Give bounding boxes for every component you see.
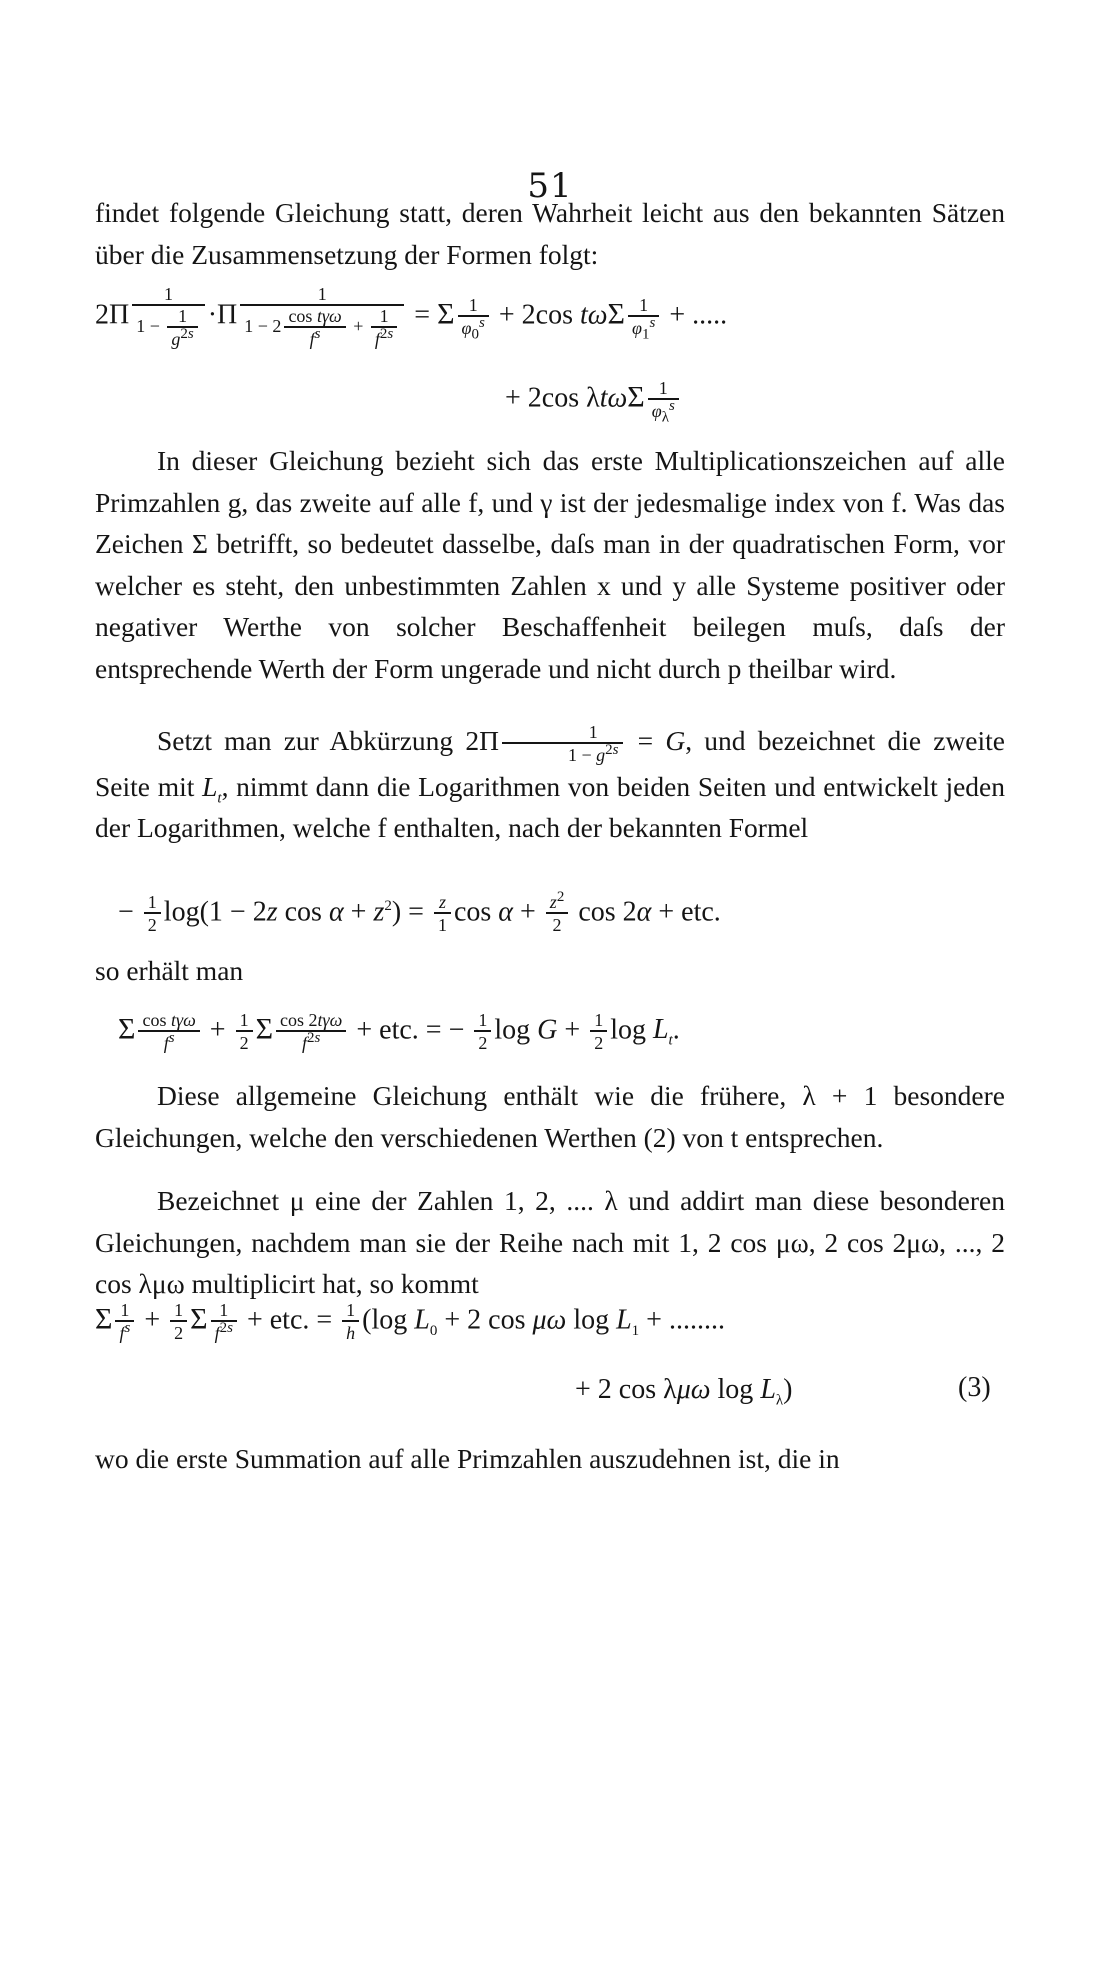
equation-log-formula: − $\frac{1}{2}$ log(1 − 2z $\cos \alpha + z^2$) = $\frac{z}{1}$ cos α + $\frac{z^2}{2}$ cos 2α + etc. <box>118 889 721 935</box>
equation-three: Σ $\frac{1}{f^s}$ + $\frac{1}{2}$ Σ $\frac{1}{f^{2s}}$ + etc. = $\frac{1}{h}$ (log $L_0 + 2$ cos μω $\log L_1$ + ........ <box>95 1300 725 1343</box>
paragraph-explanation: In dieser Gleichung bezieht sich das erste Multiplicationszeichen auf alle Primzahlen g, das zweite auf alle f, und γ ist der jedesmalige index von f. Was das Zeichen Σ betrifft, so bedeutet dasselbe, daſs man in der quadratischen Form, vor welcher es steht, den unbestimmten Zahlen x und y alle Systeme positiver oder negativer Werthe von solcher Beschaffenheit beilegen muſs, daſs der entsprechende Werth der Form ungerade und nicht durch p theilbar wird. <box>95 445 1005 684</box>
abbreviation-rest: , nimmt dann die Logarithmen von beiden Seiten und entwickelt jeden der Logarithmen, welche f enthalten, nach der bekannten Formel <box>95 770 1006 844</box>
inline-equation-G: 2Π $\frac{1}{1 - g^{2s}}$ = G <box>465 721 686 765</box>
paragraph-abbreviation <box>95 720 1005 849</box>
paragraph-intro: findet folgende Gleichung statt, deren Wahrheit leicht aus den bekannten Sätzen über die Zusammensetzung der Formen folgt: <box>95 197 1005 270</box>
page-number: 51 <box>527 166 573 206</box>
paragraph-final: wo die erste Summation auf alle Primzahlen auszudehnen ist, die in <box>95 1443 840 1474</box>
equation-product-identity-continued: + 2cos λtωΣ $\frac{1}{\varphi_\lambda^s}$ <box>505 378 682 422</box>
equation-number: (3) <box>958 1372 991 1403</box>
symbol-L-t: $L_t$ <box>202 770 222 807</box>
paragraph-so-erhaelt: so erhält man <box>95 955 244 986</box>
equation-sum-log: Σ $\frac{\text{cos tγω}}{f^s}$ + $\frac{1}{2}$ Σ $\frac{\text{cos 2tγω}}{f^{2s}}$ + etc. = − $\frac{1}{2}$ log G + $\frac{1}{2}$ $\log L_t$. <box>118 1010 680 1053</box>
equation-three-continued: + 2 cos λμω $\log L_\lambda$) <box>575 1374 793 1409</box>
paragraph-allgemeine: Diese allgemeine Gleichung enthält wie die frühere, λ + 1 besondere Gleichungen, welche den verschiedenen Werthen (2) von t entsprechen. <box>95 1080 1005 1153</box>
equation-product-identity: 2Π 1 1 − $\frac{1}{g^{2s}}$ ·Π 1 1 − 2 $\frac{\text{cos tγω}}{f^s}$ + $\frac{1}{f^{2s}}$ = Σ $\frac{1}{\varphi_0^s}$ + 2cos tωΣ $\frac{1}{\varphi_1^s}$ + ..... <box>95 284 728 349</box>
abbreviation-middle: , und bezeichnet die zweite Seite mit <box>95 725 1006 802</box>
abbreviation-lead: Setzt man zur Abkürzung <box>157 725 454 756</box>
paragraph-bezeichnet: Bezeichnet μ eine der Zahlen 1, 2, .... λ und addirt man diese besonderen Gleichungen, nachdem man sie der Reihe nach mit 1, 2 cos μω, 2 cos 2μω, ..., 2 cos λμω multiplicirt hat, so kommt <box>95 1185 1005 1299</box>
